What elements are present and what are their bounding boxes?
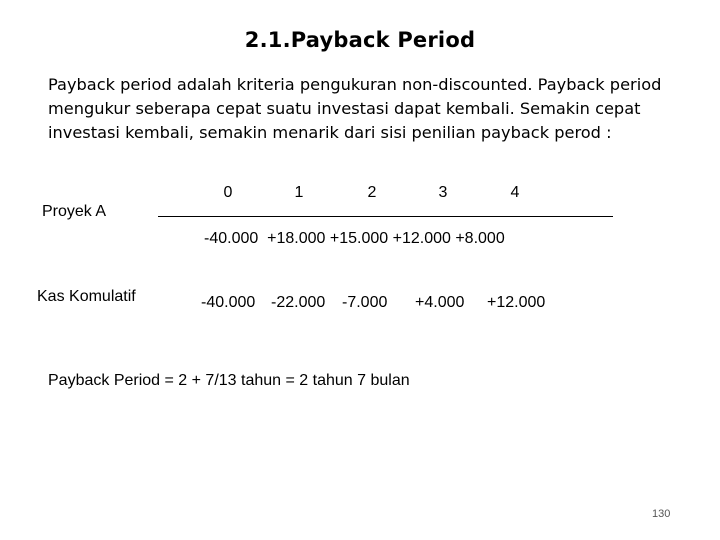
intro-paragraph: Payback period adalah kriteria pengukuran non-discounted. Payback period mengukur seberapa cepat suatu investasi dapat kembali. Semakin cepat investasi kembali, semakin menarik dari sisi penilian payback perod :: [48, 75, 662, 142]
period-label-1: 1: [294, 184, 304, 201]
period-label-0: 0: [223, 184, 233, 201]
slide-title: 2.1.Payback Period: [244, 28, 476, 52]
payback-result: Payback Period = 2 + 7/13 tahun = 2 tahun 7 bulan: [48, 372, 410, 389]
page-number: 130: [652, 508, 671, 520]
cumulative-value-2: -7.000: [342, 294, 388, 311]
cumulative-value-0: -40.000: [201, 294, 256, 311]
cumulative-value-1: -22.000: [271, 294, 326, 311]
period-label-4: 4: [510, 184, 520, 201]
cash-flow-row: -40.000 +18.000 +15.000 +12.000 +8.000: [204, 230, 505, 247]
table-divider: [158, 216, 613, 217]
cumulative-value-3: +4.000: [415, 294, 465, 311]
period-label-3: 3: [438, 184, 448, 201]
period-label-2: 2: [367, 184, 377, 201]
project-label: Proyek A: [42, 203, 107, 220]
cumulative-value-4: +12.000: [487, 294, 546, 311]
cumulative-label: Kas Komulatif: [37, 288, 136, 305]
